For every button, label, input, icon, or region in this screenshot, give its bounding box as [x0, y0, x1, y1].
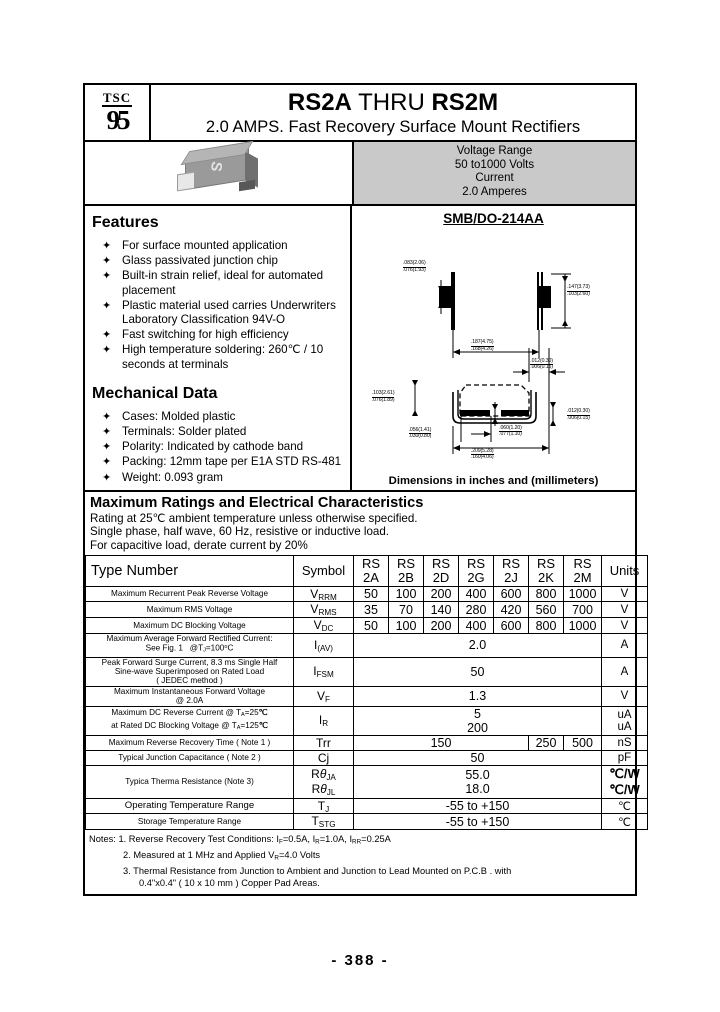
- value-cell: 150: [354, 735, 529, 750]
- symbol-tstg: $T_{STG}$: [294, 814, 354, 830]
- mechanical-text: Weight: 0.093 gram: [122, 470, 223, 484]
- table-header-row: [86, 555, 648, 586]
- unit-cell-ir: uA uA: [602, 706, 648, 735]
- symbol-rth: $R\theta_{JA}$ $R\theta_{JL}$: [294, 765, 354, 798]
- param-cj: Typical Junction Capacitance ( Note 2 ): [86, 750, 294, 765]
- ratings-line-2: Single phase, half wave, 60 Hz, resistive or inductive load.: [90, 525, 390, 539]
- voltage-range-value: 50 to1000 Volts: [454, 158, 535, 171]
- feature-text: For surface mounted application: [122, 239, 288, 252]
- note-3-line-2: 0.4"x0.4" ( 10 x 10 mm ) Copper Pad Areas.: [139, 878, 320, 889]
- mechanical-text: Packing: 12mm tape per E1A STD RS-481: [122, 455, 342, 469]
- voltage-range-label: Voltage Range: [456, 145, 533, 157]
- symbol-trr: Trr: [294, 735, 354, 750]
- param-ir: Maximum DC Reverse Current @ $T_A=25℃$ at Rated DC Blocking Voltage @ $T_A=125℃$: [86, 706, 294, 735]
- feature-text: Built-in strain relief, ideal for automated placement: [122, 269, 324, 297]
- symbol-vdc: $V_{DC}$: [294, 618, 354, 634]
- value-cell: 1000: [564, 618, 602, 634]
- list-item: [92, 299, 346, 327]
- header: [85, 85, 635, 142]
- value-cell: 140: [424, 602, 459, 618]
- value-cell: -55 to +150: [354, 814, 602, 830]
- symbol-vf: $V_F$: [294, 686, 354, 706]
- package-marking: S: [206, 160, 225, 173]
- feature-text: Glass passivated junction chip: [122, 254, 278, 268]
- diamond-bullet-icon: ✦: [102, 471, 112, 484]
- table-row: [86, 586, 648, 602]
- value-cell: 500: [564, 735, 602, 750]
- list-item: [92, 239, 346, 253]
- voltage-range-box: [354, 142, 635, 204]
- list-item: [92, 410, 346, 424]
- title-block: [151, 85, 635, 140]
- title-thru: THRU: [351, 89, 432, 116]
- table-row: [86, 798, 648, 814]
- logo-text-tsc: TSC: [102, 90, 132, 105]
- param-vdc: Maximum DC Blocking Voltage: [86, 618, 294, 634]
- param-ifsm: Peak Forward Surge Current, 8.3 ms Single Half Sine-wave Superimposed on Rated Load ( JEDEC method ): [86, 657, 294, 686]
- features-column: [85, 206, 352, 490]
- photo-voltage-band: [85, 142, 635, 206]
- col-symbol: Symbol: [294, 555, 354, 586]
- dimension-label: .012(0.30) .006(0.15): [567, 408, 590, 421]
- current-label: Current: [475, 172, 514, 184]
- unit-cell: V: [602, 586, 648, 602]
- notes-block: [85, 830, 635, 893]
- package-drawing-column: [352, 206, 635, 490]
- param-vf: Maximum Instantaneous Forward Voltage @ 2.0A: [86, 686, 294, 706]
- diamond-bullet-icon: ✦: [102, 456, 112, 469]
- dimension-label: .147(3.73) .103(2.60): [567, 284, 590, 297]
- col-units: Units: [602, 555, 648, 586]
- value-cell: 200: [424, 618, 459, 634]
- table-row: [86, 735, 648, 750]
- symbol-iav: $I_{(AV)}$: [294, 633, 354, 657]
- value-cell: -55 to +150: [354, 798, 602, 814]
- page-number: - 388 -: [331, 952, 389, 969]
- dimension-label: .209(5.28) .160(4.06): [470, 447, 494, 461]
- list-item: [92, 328, 346, 342]
- diamond-bullet-icon: ✦: [102, 344, 112, 357]
- value-cell: 600: [494, 586, 529, 602]
- ratings-heading: Maximum Ratings and Electrical Characteristics: [90, 494, 424, 511]
- symbol-vrrm: $V_{RRM}$: [294, 586, 354, 602]
- unit-cell: V: [602, 618, 648, 634]
- value-cell: 600: [494, 618, 529, 634]
- value-cell: 400: [459, 618, 494, 634]
- mechanical-text: Terminals: Solder plated: [122, 425, 247, 439]
- col-part-rs2m: RS 2M: [564, 555, 602, 586]
- diamond-bullet-icon: ✦: [102, 426, 112, 439]
- diamond-bullet-icon: ✦: [102, 329, 112, 342]
- value-cell: 100: [389, 618, 424, 634]
- package-name: SMB/DO-214AA: [443, 211, 544, 226]
- list-item: [92, 269, 346, 297]
- value-cell: 100: [389, 586, 424, 602]
- param-iav: Maximum Average Forward Rectified Current: See Fig. 1 $@T_J=100^oC$: [86, 633, 294, 657]
- unit-cell: ℃: [602, 814, 648, 830]
- list-item: [92, 343, 346, 371]
- value-cell: 50: [354, 750, 602, 765]
- table-row: [86, 618, 648, 634]
- value-cell: 2.0: [354, 633, 602, 657]
- col-part-rs2a: RS 2A: [354, 555, 389, 586]
- value-cell: 200: [424, 586, 459, 602]
- dimension-label: .060(1.20) .077(1.10): [499, 424, 522, 438]
- param-rth: Typica Therma Resistance (Note 3): [86, 765, 294, 798]
- list-item: [92, 425, 346, 439]
- value-cell: 1000: [564, 586, 602, 602]
- col-type-number: Type Number: [86, 555, 294, 586]
- value-cell: 700: [564, 602, 602, 618]
- value-cell-rth: 55.0 18.0: [354, 765, 602, 798]
- symbol-cj: Cj: [294, 750, 354, 765]
- feature-text: Plastic material used carries Underwriters Laboratory Classification 94V-O: [122, 298, 336, 327]
- logo-text-95: 95: [106, 105, 128, 135]
- value-cell: 250: [529, 735, 564, 750]
- table-row: [86, 686, 648, 706]
- col-part-rs2d: RS 2D: [424, 555, 459, 586]
- value-cell-ir: 5 200: [354, 706, 602, 735]
- value-cell: 50: [354, 657, 602, 686]
- table-row: [86, 814, 648, 830]
- mechanical-list: [92, 410, 346, 485]
- specifications-table: [85, 555, 648, 830]
- param-tj: Operating Temperature Range: [86, 798, 294, 814]
- package-photo-cell: [85, 142, 354, 204]
- symbol-vrms: $V_{RMS}$: [294, 602, 354, 618]
- feature-text: High temperature soldering: 260℃ / 10 seconds at terminals: [122, 343, 324, 371]
- note-2: 2. Measured at 1 MHz and Applied $V_R=4.0$ Volts: [123, 849, 321, 862]
- diamond-bullet-icon: ✦: [102, 255, 112, 268]
- mechanical-heading: Mechanical Data: [92, 384, 218, 402]
- features-list: [92, 239, 346, 372]
- note-1: Notes: 1. Reverse Recovery Test Conditions: $I_F=0.5A$, $I_R=1.0A$, $I_{RR}=0.25A$: [89, 834, 391, 846]
- dimension-label: .187(4.75) .168(4.26): [470, 339, 494, 352]
- table-row: [86, 657, 648, 686]
- diamond-bullet-icon: ✦: [102, 410, 112, 423]
- unit-cell: pF: [602, 750, 648, 765]
- mechanical-text: Polarity: Indicated by cathode band: [122, 440, 304, 454]
- features-drawing-band: [85, 206, 635, 492]
- feature-text: Fast switching for high efficiency: [122, 328, 289, 342]
- diamond-bullet-icon: ✦: [102, 240, 112, 252]
- diamond-bullet-icon: ✦: [102, 270, 112, 283]
- current-value: 2.0 Amperes: [462, 185, 527, 198]
- package-photo: [171, 147, 267, 199]
- symbol-tj: $T_J$: [294, 798, 354, 814]
- param-tstg: Storage Temperature Range: [86, 814, 294, 830]
- dimension-label: .103(2.61) .076(1.89): [371, 390, 395, 403]
- table-row: [86, 633, 648, 657]
- ratings-line-1: Rating at 25℃ ambient temperature unless otherwise specified.: [90, 511, 418, 525]
- list-item: [92, 455, 346, 469]
- unit-cell-rth: ℃/W ℃/W: [602, 765, 648, 798]
- list-item: [92, 440, 346, 454]
- ratings-intro: [85, 492, 635, 555]
- table-row: [86, 765, 648, 798]
- dimension-label: .056(1.41) .030(0.80): [408, 426, 432, 440]
- symbol-ir: $I_R$: [294, 706, 354, 735]
- unit-cell: A: [602, 633, 648, 657]
- unit-cell: A: [602, 657, 648, 686]
- title-part-first: RS2A: [287, 89, 352, 116]
- col-part-rs2k: RS 2K: [529, 555, 564, 586]
- ratings-line-3: For capacitive load, derate current by 20%: [90, 539, 308, 553]
- page-title: [151, 89, 635, 116]
- title-part-last: RS2M: [431, 89, 499, 116]
- symbol-ifsm: $I_{FSM}$: [294, 657, 354, 686]
- table-row: [86, 706, 648, 735]
- value-cell: 280: [459, 602, 494, 618]
- col-part-rs2j: RS 2J: [494, 555, 529, 586]
- package-outline-drawing: [352, 230, 635, 460]
- company-logo: [85, 85, 151, 140]
- dimension-label: .012(0.30) .006(0.15): [530, 357, 553, 371]
- dimensions-footnote: Dimensions in inches and (millimeters): [388, 474, 599, 487]
- param-vrrm: Maximum Recurrent Peak Reverse Voltage: [86, 586, 294, 602]
- note-3-line-1: 3. Thermal Resistance from Junction to Ambient and Junction to Lead Mounted on P.C.B . with: [123, 865, 512, 876]
- datasheet-frame: [83, 83, 640, 896]
- col-part-rs2b: RS 2B: [389, 555, 424, 586]
- value-cell: 800: [529, 586, 564, 602]
- table-row: [86, 750, 648, 765]
- unit-cell: V: [602, 602, 648, 618]
- value-cell: 1.3: [354, 686, 602, 706]
- page-subtitle: 2.0 AMPS. Fast Recovery Surface Mount Rectifiers: [205, 118, 581, 136]
- unit-cell: nS: [602, 735, 648, 750]
- value-cell: 420: [494, 602, 529, 618]
- value-cell: 50: [354, 618, 389, 634]
- mechanical-text: Cases: Molded plastic: [122, 409, 236, 423]
- value-cell: 70: [389, 602, 424, 618]
- dimension-label: .083(2.06) .076(1.93): [402, 260, 426, 273]
- param-vrms: Maximum RMS Voltage: [86, 602, 294, 618]
- table-row: [86, 602, 648, 618]
- value-cell: 800: [529, 618, 564, 634]
- list-item: [92, 471, 346, 485]
- diamond-bullet-icon: ✦: [102, 441, 112, 454]
- col-part-rs2g: RS 2G: [459, 555, 494, 586]
- value-cell: 400: [459, 586, 494, 602]
- value-cell: 560: [529, 602, 564, 618]
- unit-cell: ℃: [602, 798, 648, 814]
- value-cell: 35: [354, 602, 389, 618]
- features-heading: Features: [92, 214, 159, 231]
- list-item: [92, 254, 346, 268]
- value-cell: 50: [354, 586, 389, 602]
- unit-cell: V: [602, 686, 648, 706]
- param-trr: Maximum Reverse Recovery Time ( Note 1 ): [86, 735, 294, 750]
- diamond-bullet-icon: ✦: [102, 299, 112, 312]
